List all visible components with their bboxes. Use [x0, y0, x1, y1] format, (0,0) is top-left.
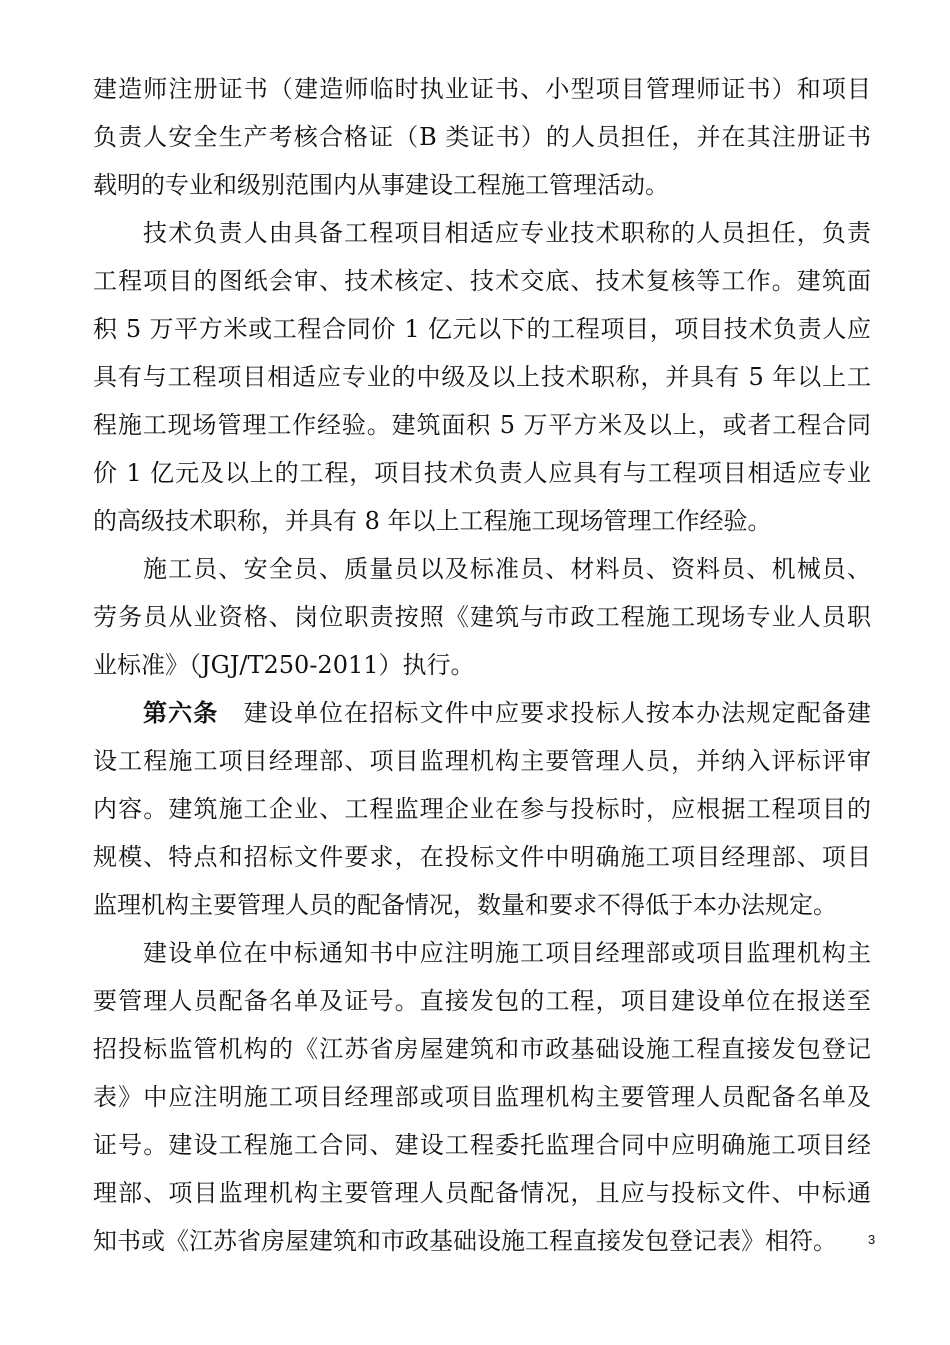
paragraph-1-line-3: 载明的专业和级别范围内从事建设工程施工管理活动。: [93, 171, 669, 199]
paragraph-5-line-6: 理部、项目监理机构主要管理人员配备情况，且应与投标文件、中标通: [93, 1179, 871, 1207]
paragraph-5-line-1: 建设单位在中标通知书中应注明施工项目经理部或项目监理机构主: [143, 939, 871, 967]
paragraph-3-line-3: 业标准》（JGJ/T250-2011）执行。: [93, 651, 475, 679]
paragraph-2-line-2: 工程项目的图纸会审、技术核定、技术交底、技术复核等工作。建筑面: [93, 267, 871, 295]
paragraph-4-line-5: 监理机构主要管理人员的配备情况，数量和要求不得低于本办法规定。: [93, 891, 837, 919]
paragraph-1-line-1: 建造师注册证书（建造师临时执业证书、小型项目管理师证书）和项目: [93, 75, 871, 103]
paragraph-2-line-7: 的高级技术职称，并具有 8 年以上工程施工现场管理工作经验。: [93, 507, 772, 535]
paragraph-5-line-5: 证号。建设工程施工合同、建设工程委托监理合同中应明确施工项目经: [93, 1131, 871, 1159]
paragraph-5-line-2: 要管理人员配备名单及证号。直接发包的工程，项目建设单位在报送至: [93, 987, 871, 1015]
paragraph-3-line-2: 劳务员从业资格、岗位职责按照《建筑与市政工程施工现场专业人员职: [93, 603, 871, 631]
paragraph-1-line-2: 负责人安全生产考核合格证（B 类证书）的人员担任，并在其注册证书: [93, 123, 871, 151]
paragraph-4-line-2: 设工程施工项目经理部、项目监理机构主要管理人员，并纳入评标评审: [93, 747, 871, 775]
paragraph-4-line-1: [143, 691, 871, 735]
paragraph-2-line-3: 积 5 万平方米或工程合同价 1 亿元以下的工程项目，项目技术负责人应: [93, 315, 871, 343]
paragraph-2-line-4: 具有与工程项目相适应专业的中级及以上技术职称，并具有 5 年以上工: [93, 363, 871, 391]
paragraph-4-line-4: 规模、特点和招标文件要求，在投标文件中明确施工项目经理部、项目: [93, 843, 871, 871]
page-number: 3: [868, 1232, 876, 1247]
paragraph-5-line-4: 表》中应注明施工项目经理部或项目监理机构主要管理人员配备名单及: [93, 1083, 871, 1111]
paragraph-4-line-3: 内容。建筑施工企业、工程监理企业在参与投标时，应根据工程项目的: [93, 795, 871, 823]
article-label: 第六条: [143, 699, 219, 727]
paragraph-2-line-1: 技术负责人由具备工程项目相适应专业技术职称的人员担任，负责: [143, 219, 871, 247]
paragraph-2-line-6: 价 1 亿元及以上的工程，项目技术负责人应具有与工程项目相适应专业: [93, 459, 871, 487]
paragraph-2-line-5: 程施工现场管理工作经验。建筑面积 5 万平方米及以上，或者工程合同: [93, 411, 871, 439]
article-first-line-text: 建设单位在招标文件中应要求投标人按本办法规定配备建: [242, 699, 872, 727]
paragraph-5-line-3: 招投标监管机构的《江苏省房屋建筑和市政基础设施工程直接发包登记: [93, 1035, 871, 1063]
paragraph-3-line-1: 施工员、安全员、质量员以及标准员、材料员、资料员、机械员、: [143, 555, 871, 583]
paragraph-5-line-7: 知书或《江苏省房屋建筑和市政基础设施工程直接发包登记表》相符。: [93, 1227, 837, 1255]
